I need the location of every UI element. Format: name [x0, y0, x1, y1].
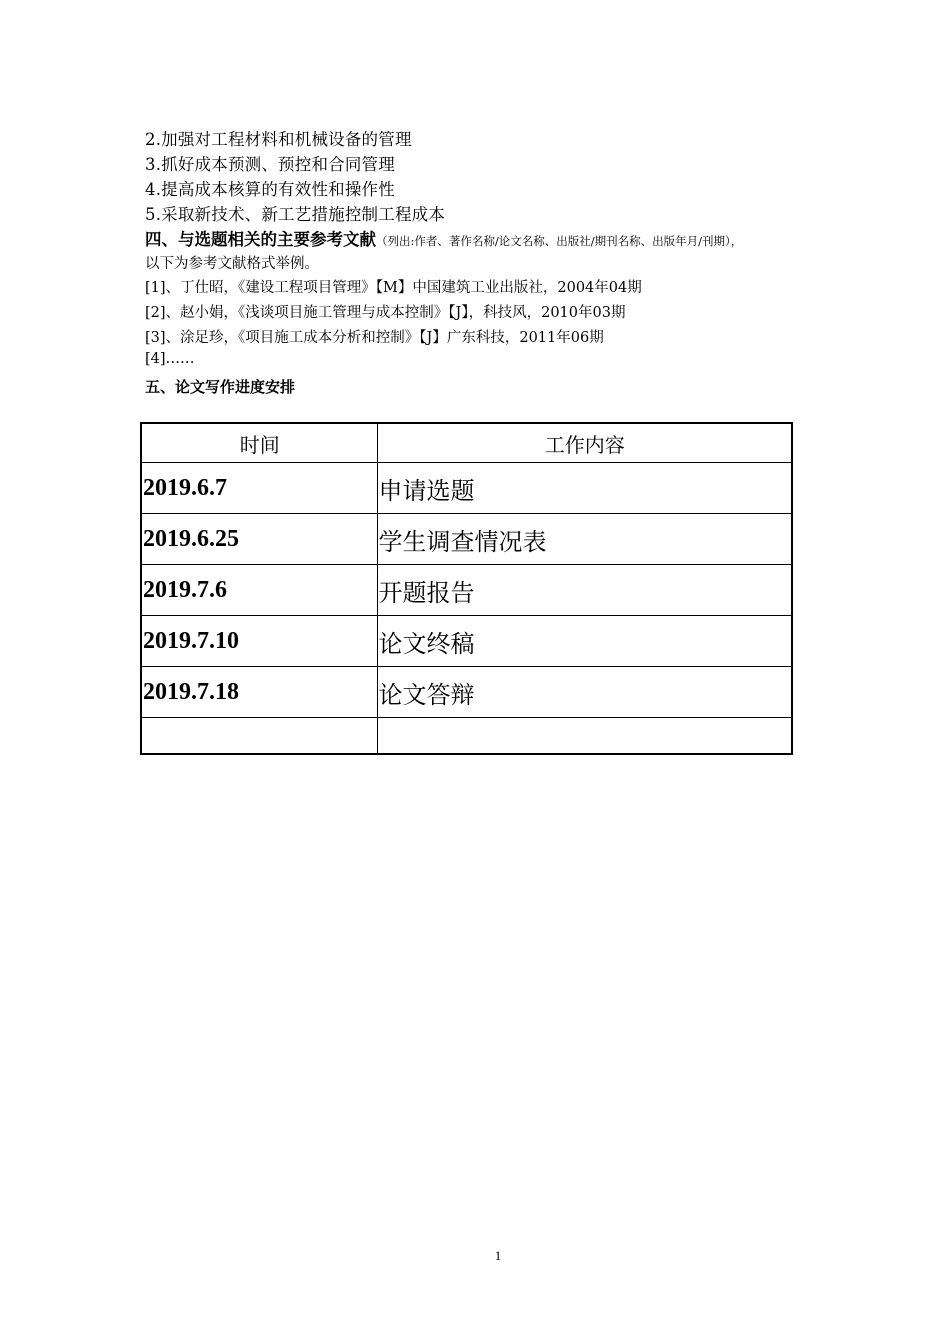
schedule-date-cell: 2019.6.7 — [141, 463, 377, 514]
measure-item: 5.采取新技术、新工艺措施控制工程成本 — [145, 205, 446, 224]
table-row — [141, 565, 792, 616]
table-row — [141, 463, 792, 514]
schedule-task-cell: 开题报告 — [377, 565, 792, 616]
schedule-date-cell: 2019.7.18 — [141, 667, 377, 718]
column-header-time: 时间 — [141, 423, 377, 463]
references-heading-line — [145, 226, 742, 250]
table-row — [141, 616, 792, 667]
schedule-date-cell: 2019.7.6 — [141, 565, 377, 616]
reference-item: [1]、丁仕昭，《建设工程项目管理》【M】中国建筑工业出版社，2004年04期 — [145, 280, 642, 296]
references-note: （列出:作者、著作名称/论文名称、出版社/期刊名称、出版年月/刊期）， — [376, 234, 743, 248]
references-heading: 四、与选题相关的主要参考文献 — [145, 230, 376, 249]
schedule-task-cell: 学生调查情况表 — [377, 514, 792, 565]
schedule-date-cell: 2019.7.10 — [141, 616, 377, 667]
schedule-header-row — [141, 423, 792, 463]
schedule-table — [140, 422, 793, 755]
reference-item: [3]、涂足珍，《项目施工成本分析和控制》【J】广东科技，2011年06期 — [145, 330, 604, 346]
measure-item: 3.抓好成本预测、预控和合同管理 — [145, 155, 395, 174]
schedule-task-cell: 论文答辩 — [377, 667, 792, 718]
schedule-date-cell — [141, 718, 377, 755]
measure-item: 4.提高成本核算的有效性和操作性 — [145, 180, 395, 199]
schedule-task-cell: 论文终稿 — [377, 616, 792, 667]
reference-item: [2]、赵小娟，《浅谈项目施工管理与成本控制》【J】，科技风，2010年03期 — [145, 305, 626, 321]
schedule-heading: 五、论文写作进度安排 — [145, 378, 296, 396]
reference-item: [4]…… — [145, 351, 195, 367]
schedule-task-cell: 申请选题 — [377, 463, 792, 514]
schedule-date-cell: 2019.6.25 — [141, 514, 377, 565]
references-intro: 以下为参考文献格式举例。 — [145, 256, 319, 272]
column-header-content: 工作内容 — [377, 423, 792, 463]
schedule-task-cell — [377, 718, 792, 755]
measure-item: 2.加强对工程材料和机械设备的管理 — [145, 130, 412, 149]
table-row — [141, 667, 792, 718]
table-row — [141, 514, 792, 565]
table-row-empty — [141, 718, 792, 755]
page-number: 1 — [494, 1248, 502, 1263]
